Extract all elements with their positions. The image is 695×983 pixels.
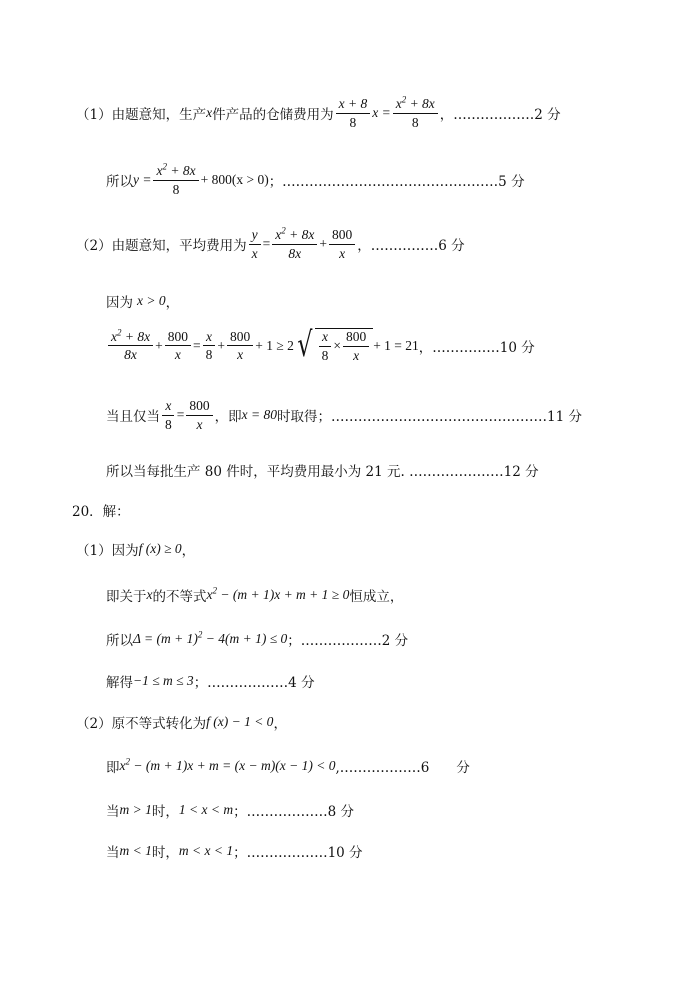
frac-den: x (251, 245, 258, 261)
frac-num: 800 (329, 227, 355, 245)
frac-den: 8 (411, 114, 419, 130)
base: x (119, 758, 126, 773)
frac-den: 8 (349, 114, 357, 130)
frac-num (153, 163, 198, 181)
score: ，……………10 分 (418, 339, 535, 356)
text: 当 (106, 804, 120, 820)
fraction (162, 398, 175, 432)
radicand (315, 328, 374, 363)
frac-num: x (203, 329, 215, 347)
rest: + 8x (285, 227, 315, 242)
text: 即关于 (106, 589, 147, 605)
score: ；………………2 分 (287, 633, 409, 649)
text: ，即 (214, 409, 242, 426)
frac-num: 800 (186, 398, 212, 416)
score: ；………………4 分 (193, 675, 315, 691)
exp: 2 (401, 94, 407, 105)
plus: + (319, 236, 327, 252)
text: 即 (106, 760, 120, 776)
fraction (165, 329, 191, 363)
score: ；…………………………………………5 分 (268, 174, 525, 191)
part1-text2: 件产品的仓储费用为 (212, 107, 334, 124)
sqrt (294, 325, 373, 365)
expr-a: Δ = (m + 1) (133, 631, 198, 646)
q20-p2-line2 (106, 756, 470, 776)
frac-den: 8 (321, 347, 329, 363)
q20-p1-line3 (106, 629, 408, 649)
base: x (395, 96, 402, 111)
expr: m < x < 1 (178, 843, 234, 858)
rest: − (m + 1)x + m = (x − m)(x − 1) < 0 (130, 758, 336, 773)
part2-line1 (76, 227, 465, 261)
part1-label: （1） (76, 107, 112, 124)
equals: = (176, 407, 185, 423)
expr: m < 1 (119, 843, 152, 858)
text: 当且仅当 (106, 409, 160, 426)
expr (120, 758, 336, 774)
frac-den: x (237, 347, 244, 363)
q20-title (72, 500, 130, 520)
part2-label: （2） (76, 238, 112, 255)
times: × (333, 338, 341, 354)
text: 时， (151, 845, 179, 861)
text: ， (165, 295, 180, 311)
fraction (336, 96, 371, 130)
label: （1） (76, 543, 112, 559)
part2-line3 (106, 325, 535, 365)
exp: 2 (125, 756, 130, 767)
text: 恒成立， (349, 589, 404, 605)
expr: m > 1 (119, 802, 152, 817)
exp: 2 (117, 327, 122, 337)
part2-line5 (106, 460, 539, 480)
exp: 2 (162, 161, 167, 172)
base: x (206, 587, 213, 602)
expr: 1 < x < m (178, 802, 234, 817)
base: x (275, 227, 282, 242)
fraction (319, 329, 332, 363)
q20-p2-line3 (106, 800, 354, 820)
frac-num (272, 227, 317, 245)
expr: x > 0 (137, 293, 166, 308)
rest: + 8x (121, 328, 151, 344)
score: 时取得；…………………………………………11 分 (276, 409, 582, 426)
score: ，……………6 分 (357, 238, 465, 255)
expr: y = (133, 172, 152, 188)
score: ,………………6 分 (335, 760, 470, 776)
frac-den: 8 (205, 347, 213, 363)
score: ，………………2 分 (439, 107, 561, 124)
text: 由题意知，平均费用为 (111, 238, 247, 255)
text: 时， (151, 804, 179, 820)
text: 原不等式转化为 (111, 716, 207, 732)
base: x (156, 163, 163, 178)
frac-num: y (249, 227, 261, 245)
frac-den: 8 (165, 416, 172, 432)
part1-text: 由题意知，生产 (111, 107, 207, 124)
label: （2） (76, 716, 112, 732)
var-x: x (206, 105, 213, 121)
base: x (111, 328, 117, 344)
fraction (227, 329, 253, 363)
frac-num: 800 (343, 329, 369, 347)
expr: f (x) − 1 < 0 (206, 714, 274, 729)
frac-den: x (353, 347, 360, 363)
text: ， (273, 716, 287, 732)
frac-num (393, 96, 438, 114)
q20-p2-line1 (76, 712, 287, 732)
text: 所以 (106, 633, 133, 649)
plus: + (155, 337, 163, 353)
frac-den: x (174, 347, 181, 363)
frac-den: x (339, 245, 346, 261)
fraction (108, 329, 153, 363)
frac-num: 800 (165, 329, 191, 347)
expr: + 800(x > 0) (200, 172, 269, 188)
text: 所以当每批生产 80 件时，平均费用最小为 21 元. …………………12 分 (106, 464, 539, 480)
score: ；………………10 分 (233, 845, 363, 861)
fraction (249, 227, 261, 261)
rest: − (m + 1)x + m + 1 ≥ 0 (217, 587, 350, 602)
fraction (186, 398, 212, 432)
part2-line2 (106, 291, 179, 311)
expr (207, 587, 350, 603)
expr-b: − 4(m + 1) ≤ 0 (202, 631, 288, 646)
expr: f (x) ≥ 0 (138, 541, 182, 556)
expr: x = 80 (241, 407, 277, 423)
text: 的不等式 (152, 589, 207, 605)
expr: + 1 ≥ 2 (255, 337, 294, 353)
fraction (343, 329, 369, 363)
part1-line2 (106, 163, 525, 197)
fraction (393, 96, 438, 130)
radical-sign: √ (297, 325, 313, 365)
exp: 2 (281, 225, 286, 236)
q20-p1-line2 (106, 585, 403, 605)
question-title: 20．解： (72, 504, 130, 520)
fraction (329, 227, 355, 261)
expr (133, 631, 287, 647)
part2-line4 (106, 398, 582, 432)
text: 当 (106, 845, 120, 861)
text: 因为 (106, 295, 133, 311)
expr: + 1 = 21 (373, 337, 419, 353)
frac-den: 8x (288, 245, 302, 261)
fraction (203, 329, 216, 363)
text: 因为 (111, 543, 139, 559)
q20-p2-line4 (106, 841, 363, 861)
frac-num: x (162, 398, 174, 416)
part1-line1 (76, 96, 561, 130)
fraction (153, 163, 198, 197)
text: 所以 (106, 174, 133, 191)
frac-den: 8 (172, 181, 180, 197)
text: 解得 (106, 675, 133, 691)
plus: + (217, 337, 225, 353)
equals: = (262, 236, 271, 252)
rest: + 8x (166, 163, 196, 178)
score: ；………………8 分 (233, 804, 354, 820)
var-x: x (146, 587, 153, 602)
exp: 2 (197, 629, 203, 640)
frac-num (108, 329, 153, 347)
text: ， (181, 543, 196, 559)
q20-p1-line4 (106, 671, 315, 691)
frac-num: x (319, 329, 331, 347)
fraction (272, 227, 317, 261)
frac-den: x (196, 416, 203, 432)
exp: 2 (212, 585, 217, 596)
q20-p1-line1 (76, 539, 195, 559)
expr: x = (372, 105, 391, 121)
expr: −1 ≤ m ≤ 3 (133, 673, 194, 688)
frac-num: 800 (227, 329, 253, 347)
equals: = (192, 337, 201, 353)
frac-num: x + 8 (336, 96, 371, 114)
frac-den: 8x (124, 347, 137, 363)
rest: + 8x (406, 96, 435, 111)
